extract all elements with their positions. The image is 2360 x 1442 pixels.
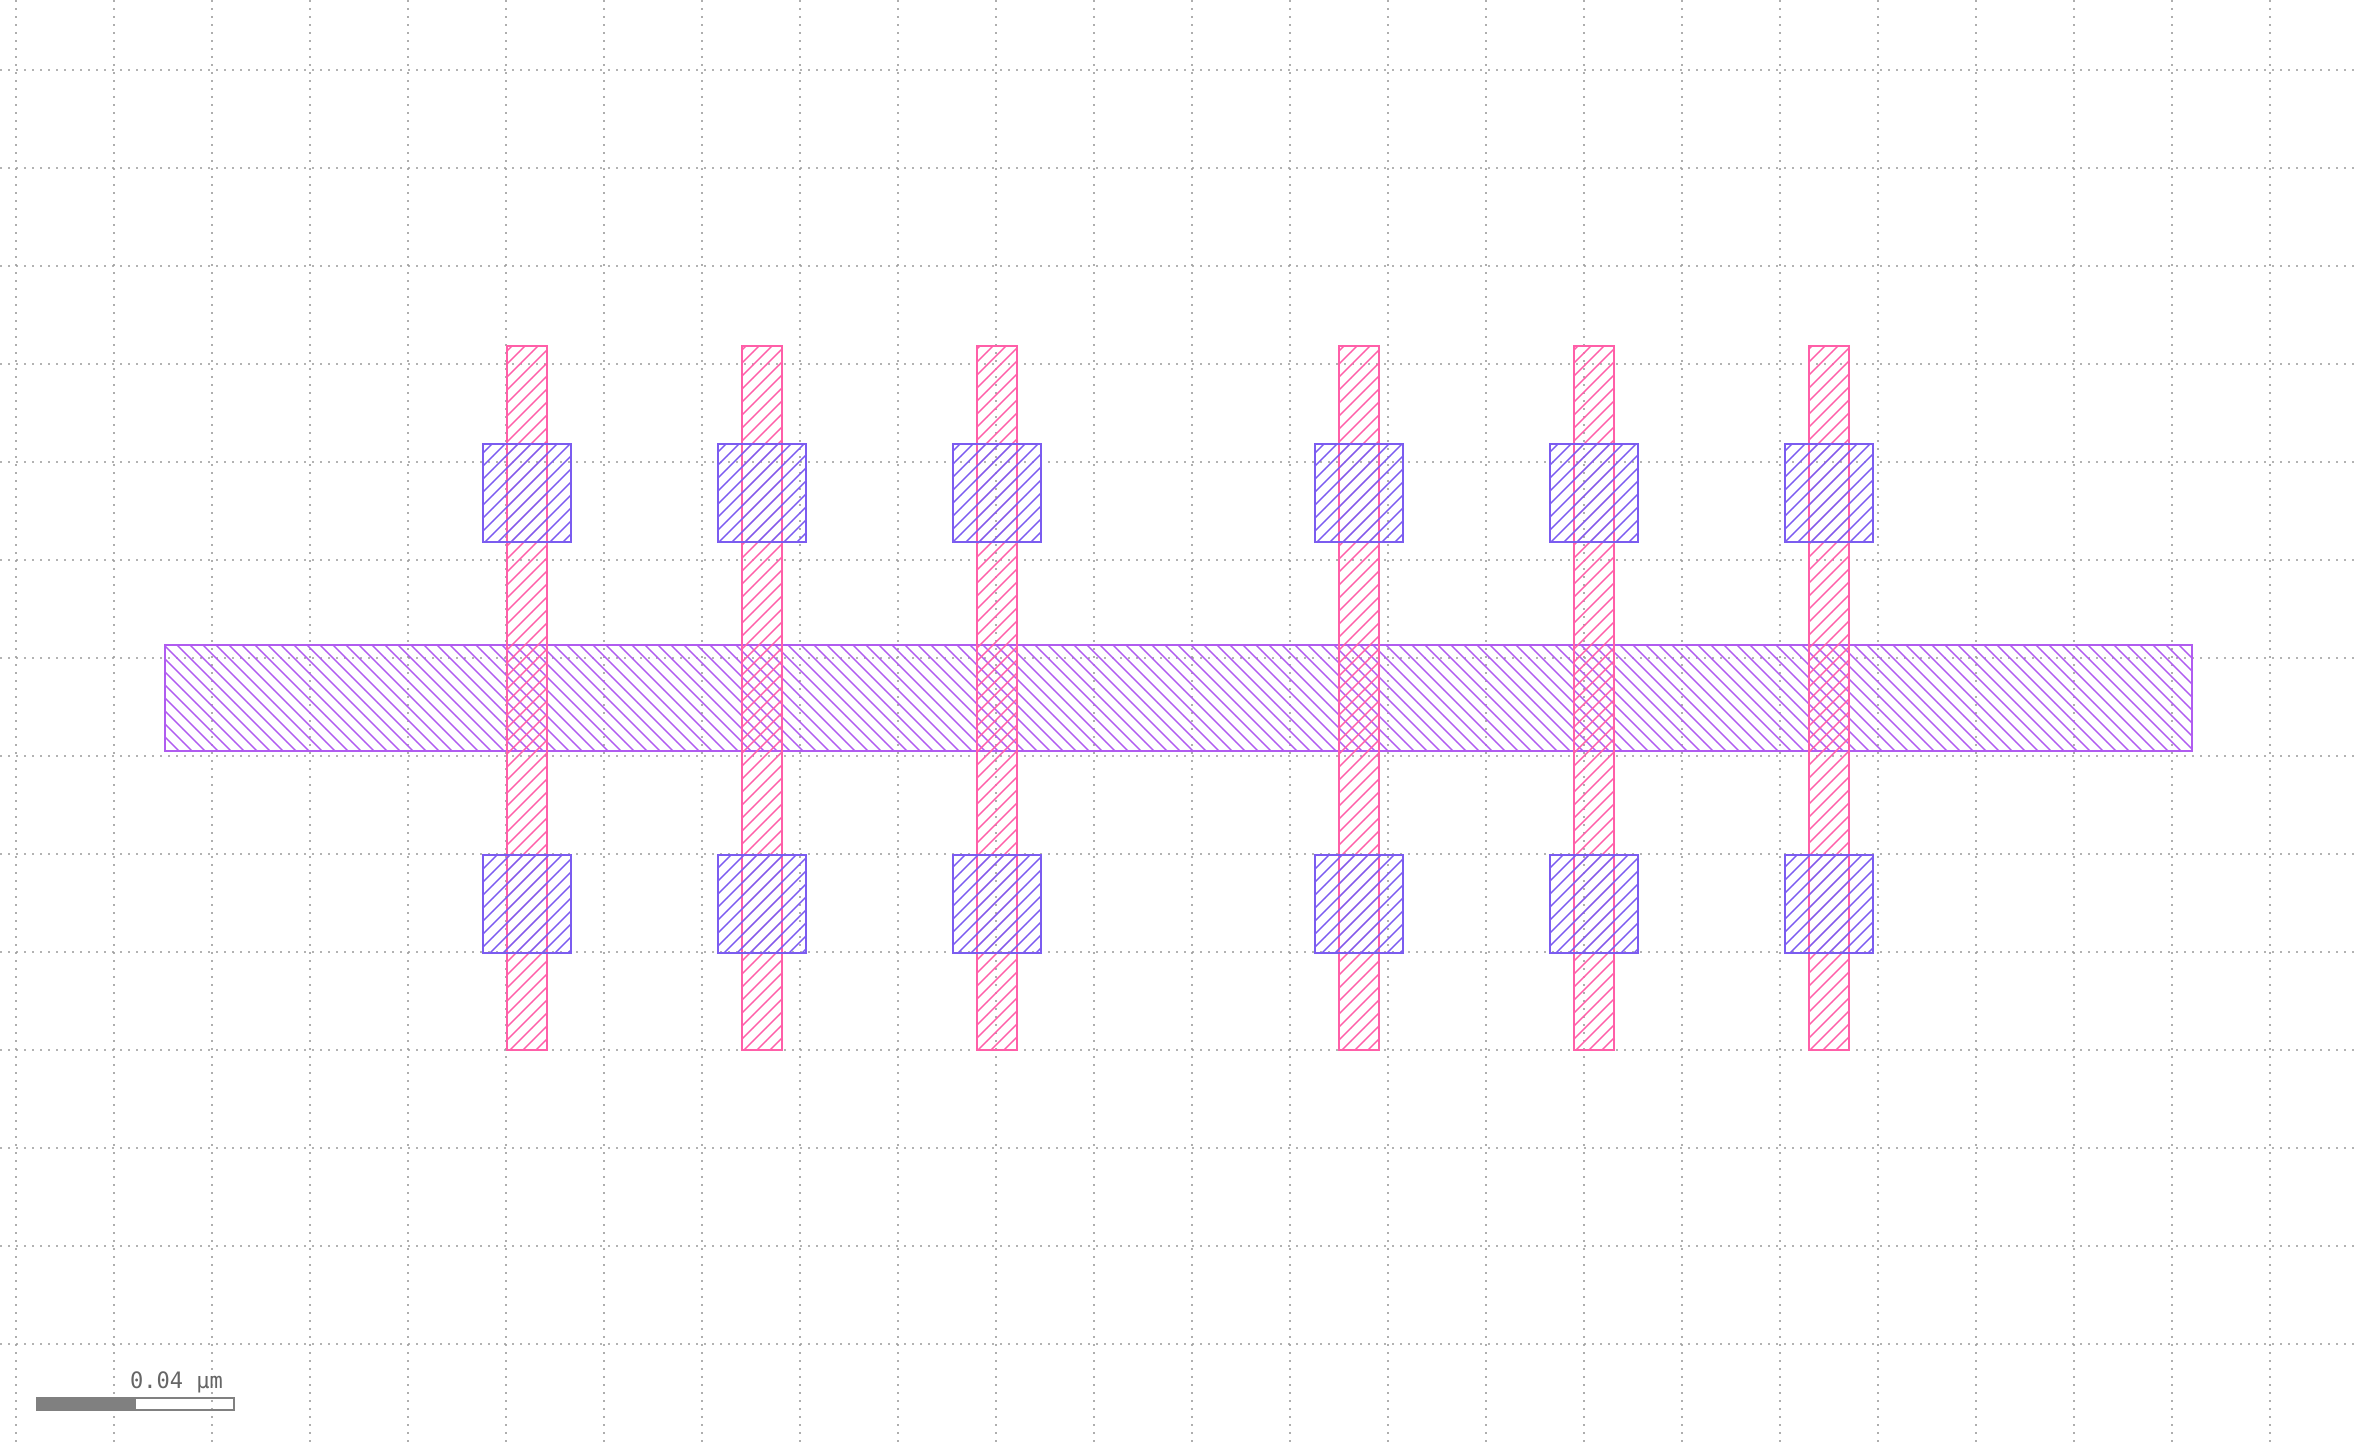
contact-pad-2-top[interactable] <box>718 444 806 542</box>
scale-bar-fill <box>37 1398 136 1410</box>
contact-pad-1-bottom[interactable] <box>483 855 571 953</box>
diffusion-strip[interactable] <box>165 645 2192 751</box>
contact-pad-2-bottom[interactable] <box>718 855 806 953</box>
contact-pad-5-top[interactable] <box>1550 444 1638 542</box>
diffusion-layer <box>165 645 2192 751</box>
contact-pad-6-top[interactable] <box>1785 444 1873 542</box>
contact-pad-3-bottom[interactable] <box>953 855 1041 953</box>
contact-pad-6-bottom[interactable] <box>1785 855 1873 953</box>
contact-pad-1-top[interactable] <box>483 444 571 542</box>
contact-pad-5-bottom[interactable] <box>1550 855 1638 953</box>
contact-pad-4-bottom[interactable] <box>1315 855 1403 953</box>
contact-pad-3-top[interactable] <box>953 444 1041 542</box>
contact-pad-4-top[interactable] <box>1315 444 1403 542</box>
scale-bar-label: 0.04 µm <box>130 1369 223 1394</box>
